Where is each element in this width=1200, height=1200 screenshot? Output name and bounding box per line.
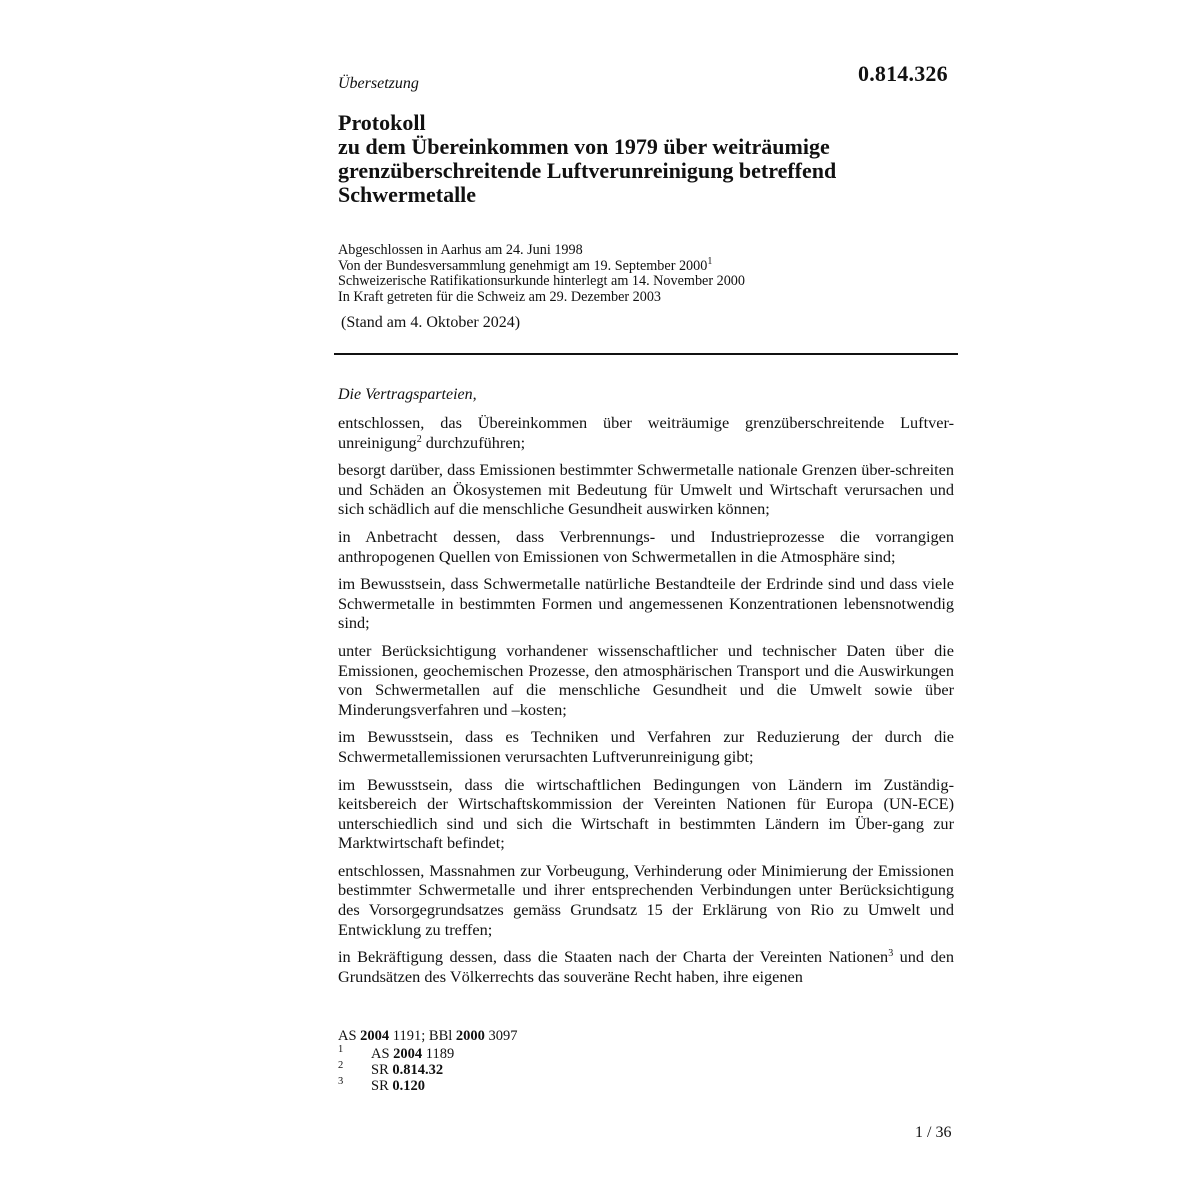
preamble-paragraph: besorgt darüber, dass Emissionen bestimmter Schwermetalle nationale Grenzen über-schreiten und Schäden an Ökosystemen mit Bedeutung für Umwelt und Wirtschaft verursachen und sich schädlich auf die menschliche Gesundheit auswirken können; — [338, 460, 954, 519]
title-line: zu dem Übereinkommen von 1979 über weiträumige — [338, 134, 830, 159]
footnote-ref[interactable]: 3 — [888, 948, 894, 960]
document-title — [338, 111, 958, 207]
footnote-prefix: SR — [371, 1078, 393, 1095]
footnote-item — [338, 1078, 638, 1094]
preamble-intro: Die Vertragsparteien, — [338, 386, 477, 403]
title-line: grenzüberschreitende Luftverunreinigung betreffend — [338, 158, 837, 183]
footnote-text — [371, 1046, 454, 1062]
meta-approved — [338, 255, 958, 275]
source-text-bold: 2000 — [455, 1028, 485, 1044]
sr-number: 0.814.326 — [858, 61, 948, 86]
source-text: 3097 — [484, 1028, 518, 1044]
page-number: 1 / 36 — [915, 1124, 952, 1141]
footnote-bold: 0.814.32 — [392, 1062, 444, 1079]
source-text: 1191; BBl — [389, 1028, 456, 1044]
footnote-suffix: 1189 — [422, 1046, 455, 1062]
source-text-bold: 2004 — [360, 1028, 390, 1044]
footnote-item — [338, 1046, 638, 1062]
preamble-paragraph: in Anbetracht dessen, dass Verbrennungs- und Industrieprozesse die vorrangigen anthropogenen Quellen von Emissionen von Schwermetallen in die Atmosphäre sind; — [338, 526, 954, 566]
footnote-prefix: SR — [371, 1062, 393, 1079]
footnote-prefix: AS — [371, 1046, 394, 1062]
footnote-item — [338, 1062, 638, 1078]
source-text: AS — [338, 1028, 361, 1044]
meta-approved-text: Von der Bundesversammlung genehmigt am 19. September 2000 — [338, 257, 708, 274]
preamble-body — [338, 413, 954, 994]
footnote-ref[interactable]: 2 — [416, 433, 422, 445]
footnote-ref[interactable]: 1 — [707, 255, 713, 267]
footnote-number: 3 — [338, 1076, 344, 1088]
meta-ratification: Schweizerische Ratifikationsurkunde hinterlegt am 14. November 2000 — [338, 273, 745, 289]
preamble-paragraph: im Bewusstsein, dass es Techniken und Verfahren zur Reduzierung der durch die Schwermetallemissionen verursachten Luftverunreinigung gibt; — [338, 727, 954, 766]
footnote-list — [338, 1046, 638, 1095]
footnote-number: 1 — [338, 1044, 344, 1055]
footnote-text — [371, 1078, 425, 1094]
title-line: Schwermetalle — [338, 182, 477, 207]
document-metadata — [338, 243, 958, 305]
footnote-text — [371, 1062, 443, 1078]
preamble-paragraph — [338, 947, 954, 986]
meta-in-force: In Kraft getreten für die Schweiz am 29. Dezember 2003 — [338, 288, 662, 305]
preamble-paragraph: unter Berücksichtigung vorhandener wissenschaftlicher und technischer Daten über die Emissionen, geochemischen Prozesse, den atmosphärischen Transport und die Auswirkungen von Schwermetallen auf die menschliche Gesundheit und die Umwelt sowie über Minderungsverfahren und –kosten; — [338, 640, 954, 719]
footnote-number: 2 — [338, 1060, 344, 1072]
paragraph-text: durchzuführen; — [421, 432, 526, 452]
header-divider — [334, 353, 958, 355]
meta-concluded: Abgeschlossen in Aarhus am 24. Juni 1998 — [338, 242, 583, 258]
footnote-bold: 0.120 — [392, 1078, 425, 1095]
preamble-paragraph: entschlossen, Massnahmen zur Vorbeugung, Verhinderung oder Minimierung der Emissionen bestimmter Schwermetalle und ihrer entsprechenden Verbindungen unter Berücksichtigung des Vorsorgegrundsatzes gemäss Grundsatz 15 der Erklärung von Rio zu Umwelt und Entwicklung zu treffen; — [338, 860, 954, 939]
title-line: Protokoll — [338, 110, 426, 135]
paragraph-text: und den Grundsätzen des Völkerrechts das souveräne Recht haben, ihre eigenen — [338, 947, 954, 986]
footnote-source — [338, 1028, 518, 1045]
translation-label: Übersetzung — [338, 75, 419, 92]
paragraph-text: entschlossen, das Übereinkommen über weiträumige grenzüberschreitende Luftver-unreinigung — [338, 413, 954, 452]
preamble-paragraph: im Bewusstsein, dass Schwermetalle natürliche Bestandteile der Erdrinde sind und dass viele Schwermetalle in bestimmten Formen und angemessenen Konzentrationen lebensnotwendig sind; — [338, 574, 954, 633]
footnote-bold: 2004 — [393, 1046, 423, 1062]
version-status: (Stand am 4. Oktober 2024) — [341, 314, 521, 331]
paragraph-text: in Bekräftigung dessen, dass die Staaten nach der Charta der Vereinten Nationen — [338, 947, 889, 967]
preamble-paragraph: im Bewusstsein, dass die wirtschaftlichen Bedingungen von Ländern im Zuständig-keitsbereich der Wirtschaftskommission der Vereinten Nationen für Europa (UN-ECE) unterschiedlich sind und sich die Wirtschaft in bestimmten Ländern im Über-gang zur Marktwirtschaft befindet; — [338, 774, 954, 853]
preamble-paragraph — [338, 413, 954, 452]
